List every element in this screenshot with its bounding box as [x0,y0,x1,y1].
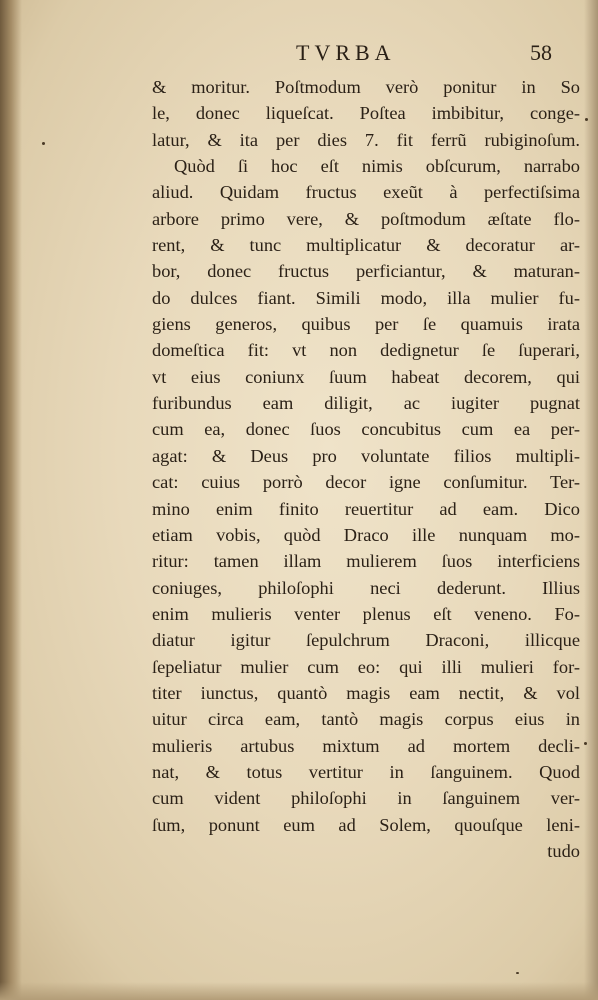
text-line: cum ea, donec ſuos concubitus cum ea per- [152,419,580,440]
text-line: enim mulieris venter plenus eſt veneno. Fo- [152,603,580,624]
page-right-edge-shadow [584,0,598,1000]
page-number: 58 [530,40,552,65]
text-line: coniuges, philoſophi neci dederunt. Illius [152,577,580,598]
text-line: agat: & Deus pro voluntate filios multipli- [152,445,580,466]
text-line: & moritur. Poſtmodum verò ponitur in So [152,77,580,97]
text-line: ritur: tamen illam mulierem ſuos interficiens [152,551,580,572]
text-line: rent, & tunc multiplicatur & decoratur ar- [152,235,580,256]
text-line: cat: cuius porrò decor igne conſumitur. Ter- [152,472,580,493]
page-bottom-edge-shadow [0,982,598,1000]
catchword: tudo [547,840,580,861]
text-line: Quòd ſi hoc eſt nimis obſcurum, narrabo [174,156,580,177]
text-line: ſum, ponunt eum ad Solem, quouſque leni- [152,814,580,835]
text-line: mulieris artubus mixtum ad mortem decli- [152,735,580,756]
text-line: aliud. Quidam fructus exeũt à perfectiſsima [152,182,580,203]
text-line: diatur igitur ſepulchrum Draconi, illicque [152,630,580,651]
text-line: titer iunctus, quantò magis eam nectit, & vol [152,682,580,703]
paper-speck [42,142,45,145]
text-line: arbore primo vere, & poſtmodum æſtate flo- [152,208,580,229]
paper-speck [585,118,588,121]
paper-speck [584,742,587,745]
running-title: TVRBA [296,40,396,65]
text-line: le, donec liqueſcat. Poſtea imbibitur, conge- [152,103,580,124]
text-line: nat, & totus vertitur in ſanguinem. Quod [152,761,580,782]
text-line: ſepeliatur mulier cum eo: qui illi mulieri for- [152,656,580,677]
paper-speck [516,972,519,974]
text-line: do dulces fiant. Simili modo, illa mulier fu- [152,287,580,308]
text-line: giens generos, quibus per ſe quamuis irata [152,314,580,335]
text-line: mino enim finito reuertitur ad eam. Dico [152,498,580,519]
text-line: etiam vobis, quòd Draco ille nunquam mo- [152,524,580,545]
page-left-edge-shadow [0,0,22,1000]
text-line: latur, & ita per dies 7. fit ferrũ rubiginoſum. [152,129,580,150]
body-text [152,74,580,864]
text-line: cum vident philoſophi in ſanguinem ver- [152,788,580,809]
text-line: domeſtica fit: vt non dedignetur ſe ſuperari, [152,340,580,361]
text-line: uitur circa eam, tantò magis corpus eius in [152,709,580,730]
text-line: furibundus eam diligit, ac iugiter pugnat [152,393,580,414]
text-line: vt eius coniunx ſuum habeat decorem, qui [152,366,580,387]
page-header [0,40,598,70]
text-line: bor, donec fructus perficiantur, & maturan- [152,261,580,282]
